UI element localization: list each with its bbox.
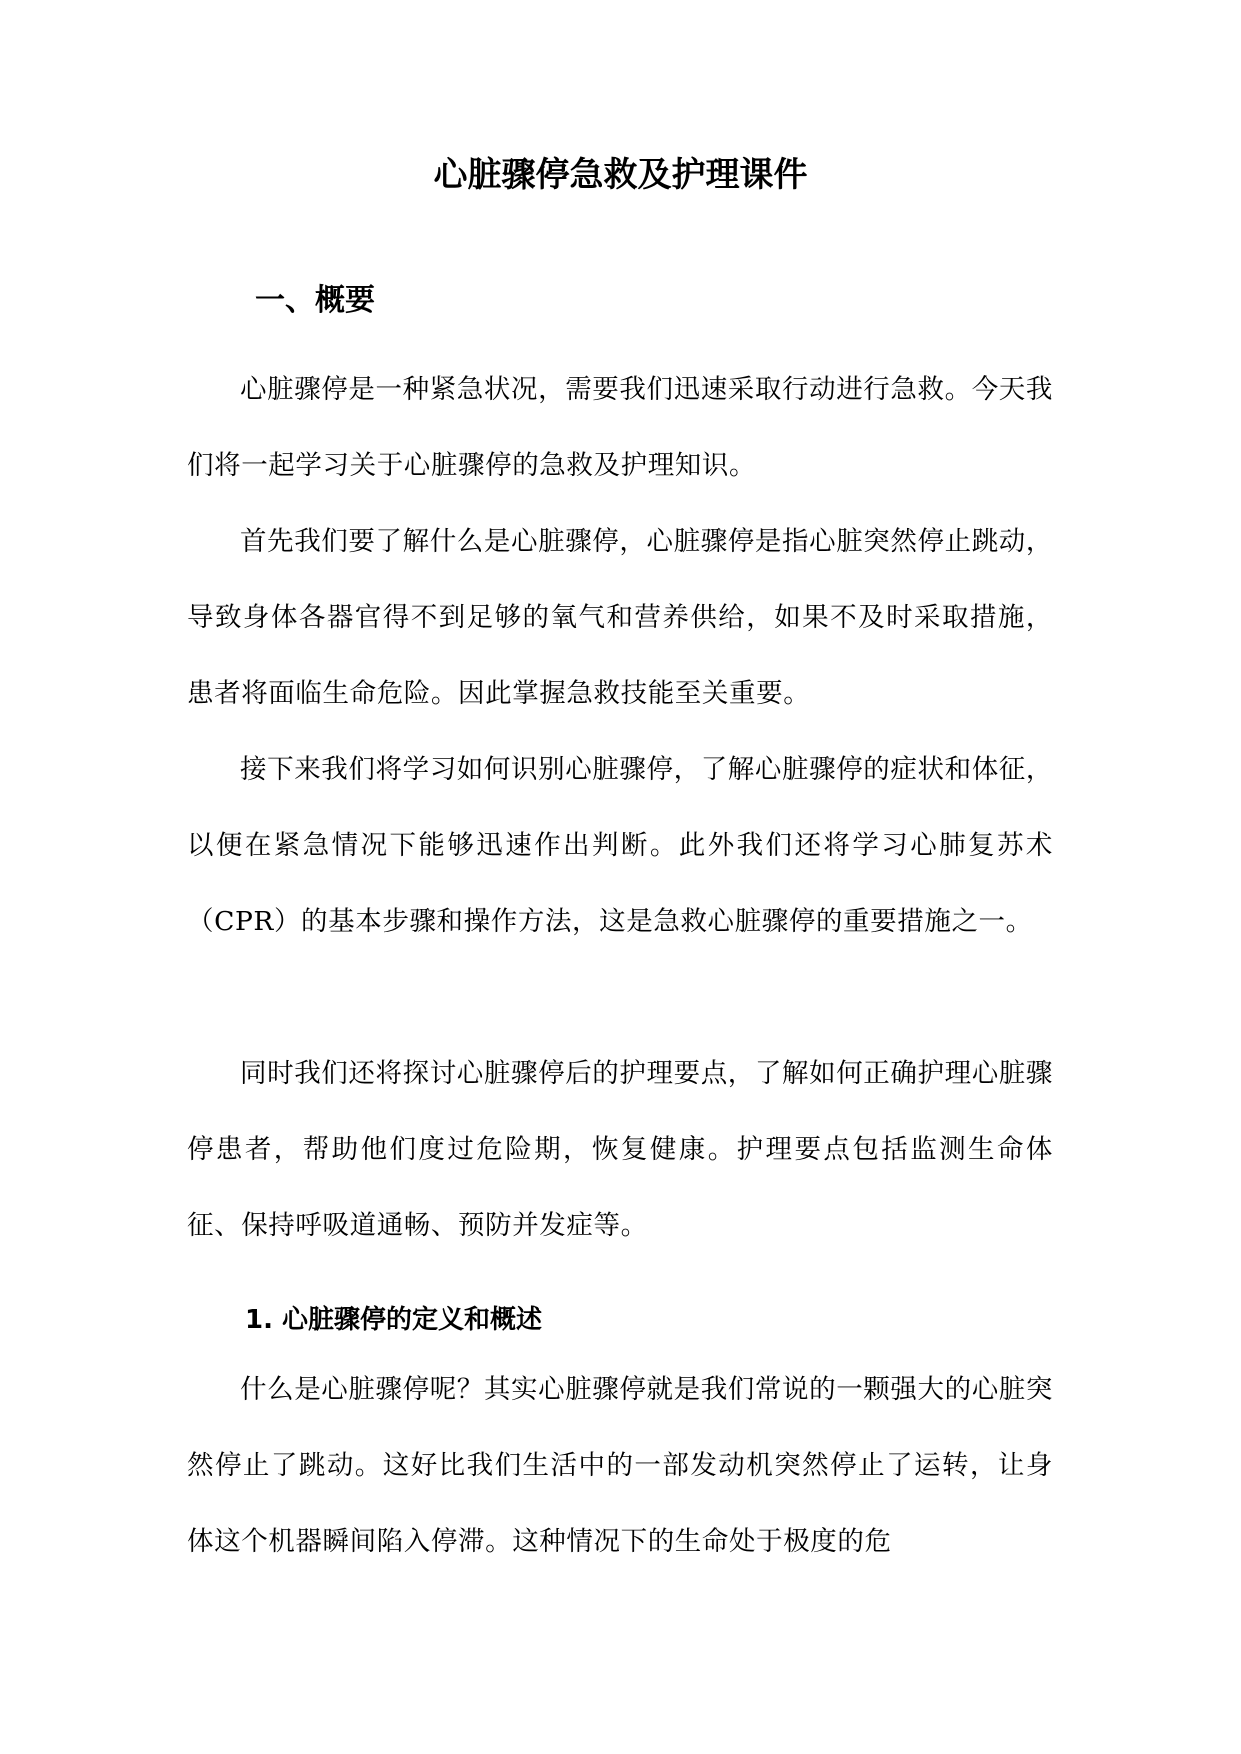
document-title: 心脏骤停急救及护理课件 bbox=[433, 155, 808, 195]
paragraph: 首先我们要了解什么是心脏骤停，心脏骤停是指心脏突然停止跳动，导致身体各器官得不到足够的氧气和营养供给，如果不及时采取措施，患者将面临生命危险。因此掌握急救技能至关重要。 bbox=[187, 526, 1053, 709]
subsection-heading-definition: 1. 心脏骤停的定义和概述 bbox=[245, 1305, 543, 1335]
paragraph: 同时我们还将探讨心脏骤停后的护理要点，了解如何正确护理心脏骤停患者，帮助他们度过危险期，恢复健康。护理要点包括监测生命体征、保持呼吸道通畅、预防并发症等。 bbox=[187, 1058, 1053, 1241]
section-heading-overview: 一、概要 bbox=[255, 283, 375, 318]
paragraph: 什么是心脏骤停呢？其实心脏骤停就是我们常说的一颗强大的心脏突然停止了跳动。这好比我们生活中的一部发动机突然停止了运转，让身体这个机器瞬间陷入停滞。这种情况下的生命处于极度的危 bbox=[187, 1374, 1053, 1557]
paragraph: 接下来我们将学习如何识别心脏骤停，了解心脏骤停的症状和体征，以便在紧急情况下能够迅速作出判断。此外我们还将学习心肺复苏术（CPR）的基本步骤和操作方法，这是急救心脏骤停的重要措施之一。 bbox=[187, 754, 1053, 937]
paragraph: 心脏骤停是一种紧急状况，需要我们迅速采取行动进行急救。今天我们将一起学习关于心脏骤停的急救及护理知识。 bbox=[187, 374, 1053, 481]
